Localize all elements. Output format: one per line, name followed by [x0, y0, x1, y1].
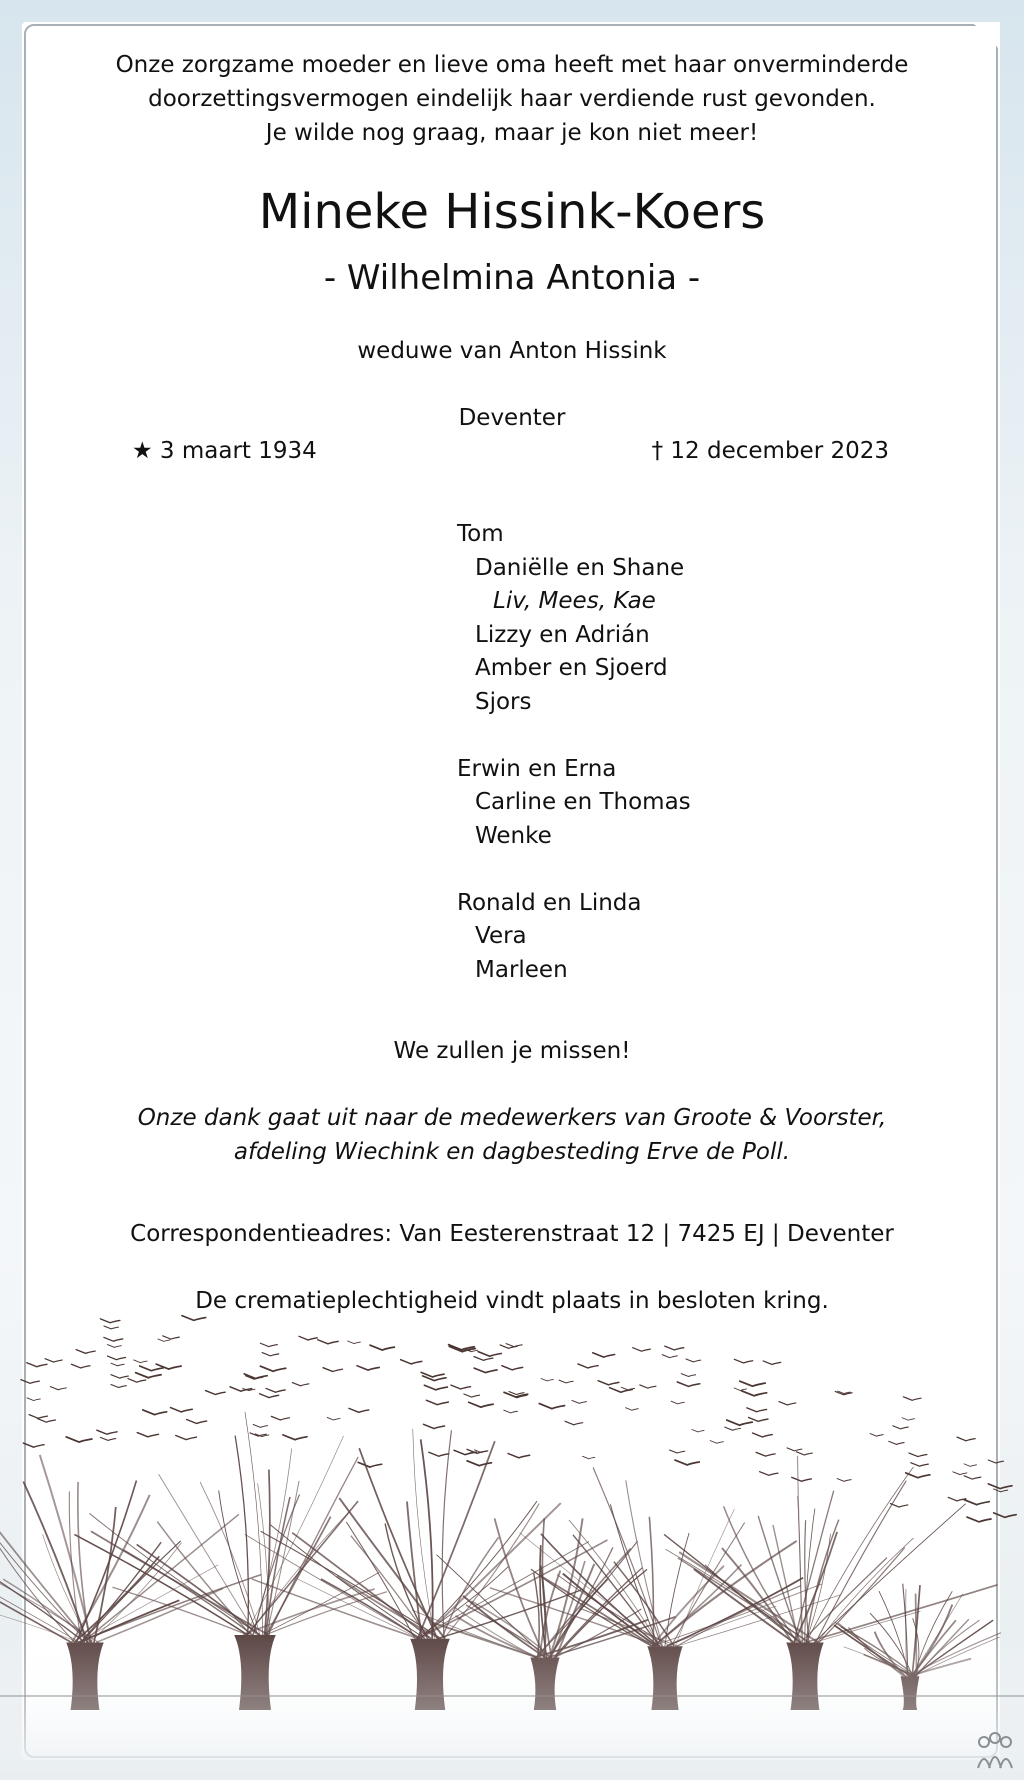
- goose: [909, 1453, 927, 1457]
- goose: [266, 1388, 285, 1392]
- goose: [358, 1462, 381, 1467]
- goose: [253, 1425, 267, 1428]
- goose: [626, 1408, 639, 1411]
- goose: [271, 1416, 289, 1420]
- goose: [318, 1340, 338, 1344]
- goose: [662, 1355, 677, 1358]
- family-logo-icon: [972, 1728, 1018, 1774]
- goose: [779, 1402, 796, 1405]
- goose: [464, 1394, 480, 1397]
- goose: [911, 1463, 929, 1467]
- goose: [906, 1473, 930, 1478]
- goose: [734, 1359, 752, 1363]
- goose: [725, 1427, 741, 1430]
- goose: [509, 1391, 524, 1394]
- goose: [792, 1477, 812, 1481]
- goose: [578, 1364, 598, 1368]
- goose: [71, 1364, 90, 1368]
- goose: [903, 1397, 921, 1401]
- widow-of: weduwe van Anton Hissink: [357, 338, 667, 364]
- family-parent: Erwin en Erna: [457, 755, 617, 782]
- goose: [262, 1353, 279, 1356]
- goose: [710, 1441, 723, 1444]
- family-child: Carline en Thomas: [475, 789, 691, 815]
- thanks-line: Onze dank gaat uit naar de medewerkers van Groote & Voorster,: [137, 1105, 887, 1131]
- intro-line: doorzettingsvermogen eindelijk haar verdiende rust gevonden.: [148, 86, 876, 112]
- card-corner: [972, 22, 1000, 50]
- family-grandchildren: Liv, Mees, Kae: [493, 588, 656, 614]
- goose: [401, 1360, 422, 1364]
- goose: [837, 1479, 851, 1482]
- goose: [327, 1417, 340, 1420]
- goose: [128, 1379, 146, 1383]
- goose: [158, 1339, 170, 1341]
- goose: [539, 1404, 564, 1409]
- goose: [27, 1363, 47, 1367]
- goose: [686, 1359, 701, 1362]
- geese-flock: [21, 1316, 1016, 1522]
- goose: [583, 1456, 595, 1458]
- farewell-line: We zullen je missen!: [393, 1038, 631, 1064]
- intro-line: Onze zorgzame moeder en lieve oma heeft met haar onverminderde: [115, 52, 909, 78]
- family-child: Marleen: [475, 956, 568, 983]
- goose: [104, 1326, 119, 1329]
- ground-mist: [0, 1630, 1024, 1780]
- goose: [541, 1378, 553, 1380]
- intro-line: Je wilde nog graag, maar je kon niet meer!: [265, 120, 759, 146]
- family-child: Amber en Sjoerd: [475, 655, 668, 681]
- goose: [27, 1398, 40, 1401]
- goose: [727, 1420, 753, 1425]
- death-date: † 12 december 2023: [651, 438, 889, 464]
- goose: [665, 1346, 684, 1350]
- flying-geese-pollard-willows-image: [0, 1300, 1024, 1780]
- goose: [747, 1408, 767, 1412]
- goose: [692, 1430, 704, 1432]
- goose: [111, 1375, 128, 1378]
- goose: [107, 1356, 125, 1360]
- goose: [182, 1316, 206, 1321]
- goose: [469, 1402, 493, 1407]
- goose: [21, 1380, 39, 1384]
- goose: [29, 1415, 47, 1419]
- goose: [370, 1345, 394, 1350]
- family-child: Sjors: [475, 688, 532, 715]
- goose: [424, 1385, 447, 1390]
- goose: [176, 1436, 197, 1440]
- goose: [292, 1383, 308, 1386]
- goose: [760, 1472, 778, 1476]
- goose: [134, 1360, 147, 1363]
- family-child: Vera: [475, 923, 527, 949]
- goose: [45, 1359, 62, 1362]
- goose: [870, 1434, 883, 1437]
- goose: [504, 1410, 518, 1413]
- goose: [323, 1368, 342, 1372]
- goose: [565, 1421, 582, 1424]
- goose: [559, 1380, 573, 1383]
- goose: [37, 1419, 55, 1423]
- goose: [429, 1452, 449, 1456]
- goose: [423, 1424, 444, 1428]
- goose: [749, 1418, 768, 1422]
- goose: [640, 1385, 656, 1388]
- goose: [474, 1368, 497, 1373]
- goose: [137, 1433, 158, 1437]
- goose: [187, 1419, 207, 1423]
- goose: [76, 1350, 95, 1354]
- goose: [598, 1381, 619, 1385]
- goose: [143, 1410, 167, 1415]
- goose: [97, 1430, 117, 1434]
- goose: [671, 1401, 684, 1404]
- goose: [104, 1337, 123, 1341]
- cremation-note: De crematieplechtigheid vindt plaats in besloten kring.: [195, 1288, 829, 1314]
- goose: [967, 1517, 991, 1522]
- goose: [988, 1484, 1012, 1489]
- goose: [140, 1366, 164, 1371]
- goose: [994, 1513, 1017, 1518]
- goose: [474, 1357, 493, 1361]
- goose: [260, 1394, 279, 1398]
- goose: [23, 1443, 44, 1447]
- goose: [994, 1489, 1008, 1492]
- goose: [136, 1373, 161, 1378]
- family-child: Daniëlle en Shane: [475, 554, 685, 581]
- deceased-name: Mineke Hissink-Koers: [258, 184, 766, 240]
- goose: [670, 1450, 685, 1453]
- goose: [260, 1366, 285, 1371]
- goose: [893, 1426, 908, 1429]
- goose: [742, 1391, 767, 1396]
- goose: [163, 1336, 180, 1339]
- goose: [349, 1408, 369, 1412]
- goose: [100, 1319, 120, 1323]
- goose: [753, 1433, 773, 1437]
- goose: [50, 1387, 66, 1390]
- goose: [796, 1452, 812, 1455]
- goose: [890, 1504, 907, 1507]
- goose: [426, 1400, 448, 1404]
- goose: [283, 1435, 307, 1440]
- goose: [902, 1418, 914, 1420]
- goose: [111, 1384, 126, 1387]
- family-spacer: [457, 719, 691, 753]
- goose: [964, 1476, 981, 1479]
- family-list: [457, 518, 691, 987]
- goose: [100, 1437, 115, 1440]
- goose: [633, 1348, 651, 1352]
- family-spacer: [457, 853, 691, 887]
- goose: [478, 1352, 501, 1357]
- given-names: - Wilhelmina Antonia -: [323, 258, 701, 298]
- goose: [957, 1437, 975, 1441]
- goose: [787, 1448, 802, 1451]
- goose: [948, 1497, 966, 1501]
- goose: [170, 1408, 192, 1412]
- goose: [500, 1345, 517, 1348]
- goose: [66, 1437, 92, 1442]
- goose: [348, 1341, 361, 1344]
- family-parent: Ronald en Linda: [457, 889, 642, 916]
- goose: [299, 1336, 317, 1340]
- goose: [675, 1460, 699, 1465]
- goose: [889, 1441, 904, 1444]
- goose: [734, 1388, 746, 1390]
- goose: [508, 1454, 529, 1458]
- goose: [206, 1391, 226, 1395]
- goose: [681, 1374, 695, 1377]
- goose: [964, 1500, 989, 1505]
- goose: [740, 1381, 765, 1386]
- family-parent: Tom: [457, 521, 504, 547]
- goose: [677, 1382, 699, 1386]
- correspondence-address: Correspondentieadres: Van Eesterenstraat 12 | 7425 EJ | Deventer: [130, 1221, 894, 1247]
- intro-text: [112, 48, 912, 150]
- goose: [107, 1345, 121, 1348]
- birth-date: ★ 3 maart 1934: [132, 438, 317, 464]
- thanks-line: afdeling Wiechink en dagbesteding Erve de Poll.: [233, 1139, 791, 1165]
- goose: [111, 1363, 124, 1366]
- place-of-death: Deventer: [458, 405, 566, 431]
- goose: [988, 1460, 1003, 1463]
- goose: [953, 1472, 967, 1475]
- goose: [964, 1464, 976, 1466]
- goose: [502, 1366, 523, 1370]
- goose: [451, 1385, 471, 1389]
- family-child: Lizzy en Adrián: [475, 621, 650, 648]
- goose: [593, 1353, 615, 1357]
- goose: [756, 1452, 775, 1456]
- thanks-text: [112, 1101, 912, 1169]
- goose: [763, 1361, 781, 1365]
- family-child: Wenke: [475, 822, 552, 849]
- goose: [260, 1343, 277, 1346]
- goose: [357, 1366, 379, 1370]
- goose: [572, 1400, 586, 1403]
